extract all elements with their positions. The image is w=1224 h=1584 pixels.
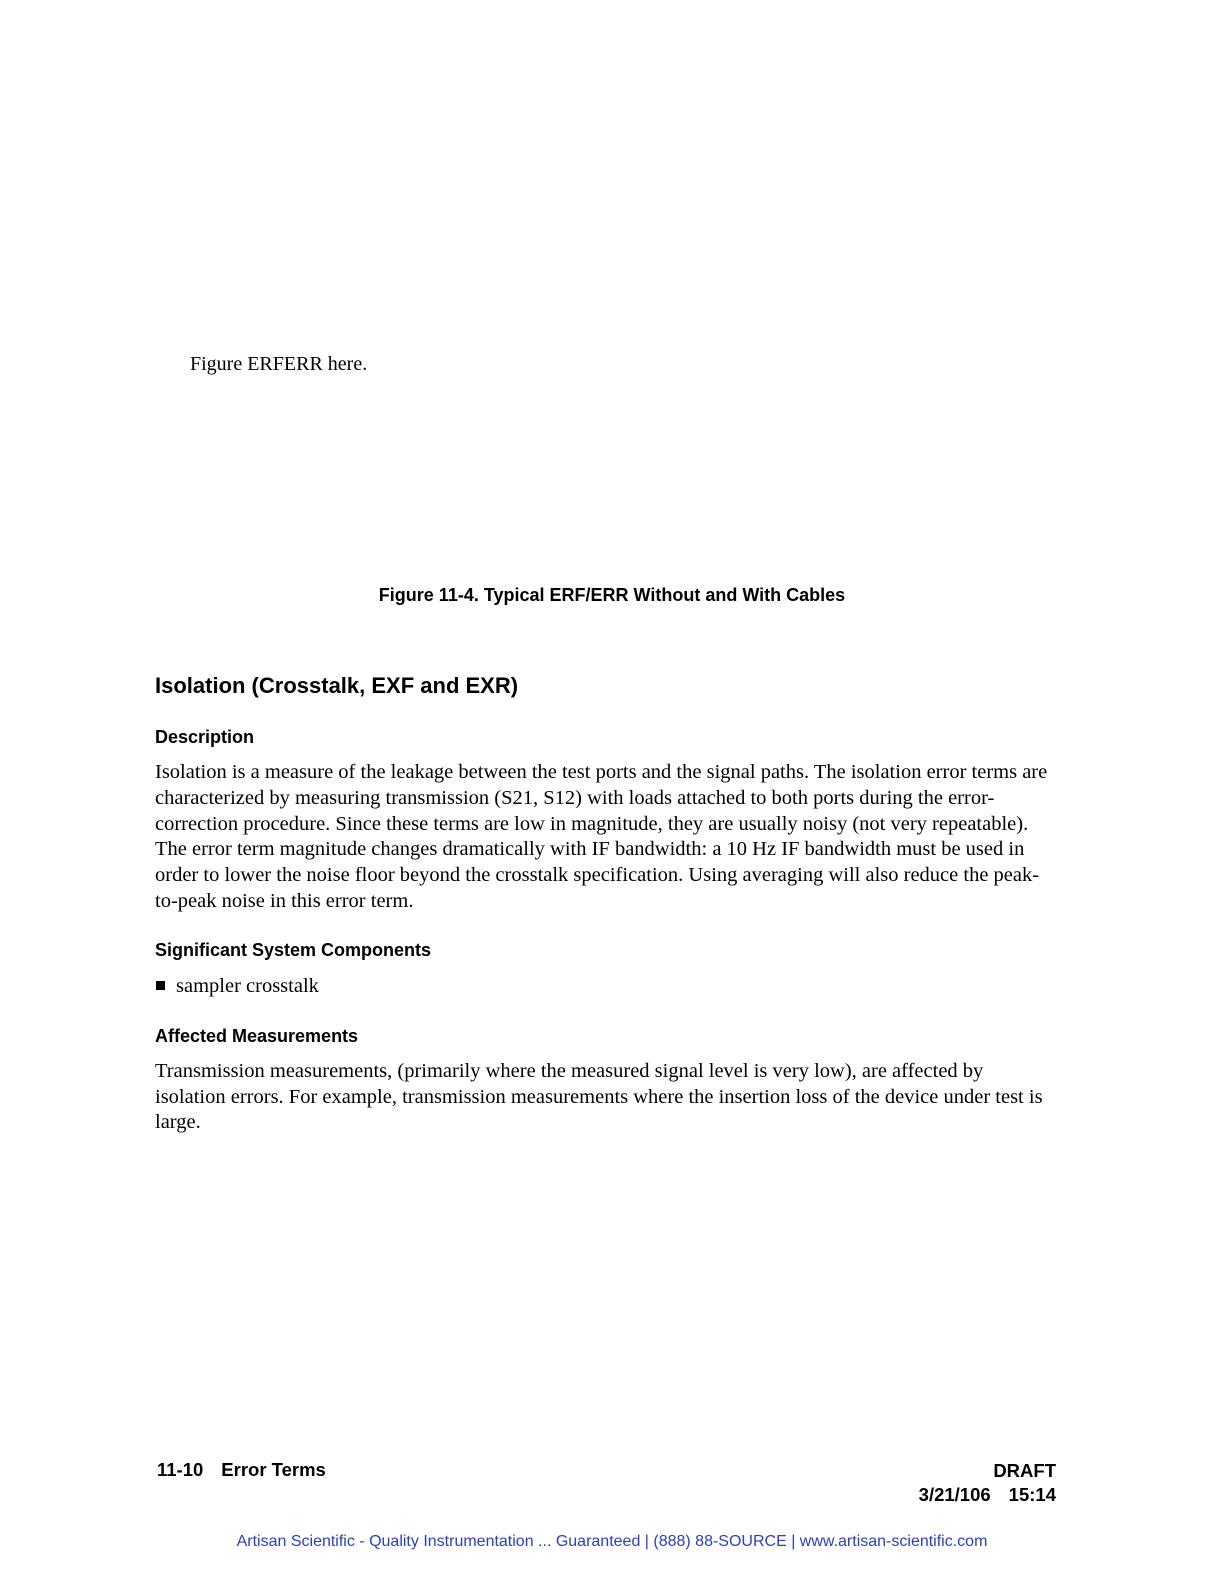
chapter-name: Error Terms: [221, 1459, 326, 1480]
section-title: Isolation (Crosstalk, EXF and EXR): [155, 673, 519, 698]
section-isolation: [155, 672, 1055, 1160]
watermark: Artisan Scientific - Quality Instrumentation ... Guaranteed | (888) 88-SOURCE | www.artisan-scientific.com: [236, 1533, 988, 1550]
components-heading: Significant System Components: [155, 939, 432, 960]
figure-placeholder: Figure ERFERR here.: [190, 353, 368, 375]
description-heading: Description: [155, 727, 255, 747]
affected-paragraph: Transmission measurements, (primarily where the measured signal level is very low), are affected by isolation errors. For example, transmission measurements where the insertion loss of the device under test is large.: [155, 1059, 1043, 1134]
affected-heading: Affected Measurements: [155, 1025, 359, 1046]
list-item: [155, 973, 1055, 999]
footer-time: 15:14: [1008, 1484, 1056, 1505]
square-bullet-icon: [156, 981, 165, 990]
draft-label: DRAFT: [993, 1460, 1056, 1481]
footer-date: 3/21/106: [918, 1484, 991, 1505]
footer-right: [919, 1459, 1056, 1507]
description-paragraph: Isolation is a measure of the leakage between the test ports and the signal paths. The isolation error terms are characterized by measuring transmission (S21, S12) with loads attached to both ports during the error-correction procedure. Since these terms are low in magnitude, they are usually noisy (not very repeatable). The error term magnitude changes dramatically with IF bandwidth: a 10 Hz IF bandwidth must be used in order to lower the noise floor beyond the crosstalk specification. Using averaging will also reduce the peak-to-peak noise in this error term.: [155, 761, 1048, 912]
list-item-text: sampler crosstalk: [176, 974, 319, 997]
page-number: 11-10: [157, 1459, 204, 1480]
components-list: [155, 973, 1055, 999]
figure-caption: Figure 11-4. Typical ERF/ERR Without and With Cables: [378, 585, 846, 605]
footer-left: [157, 1459, 326, 1481]
